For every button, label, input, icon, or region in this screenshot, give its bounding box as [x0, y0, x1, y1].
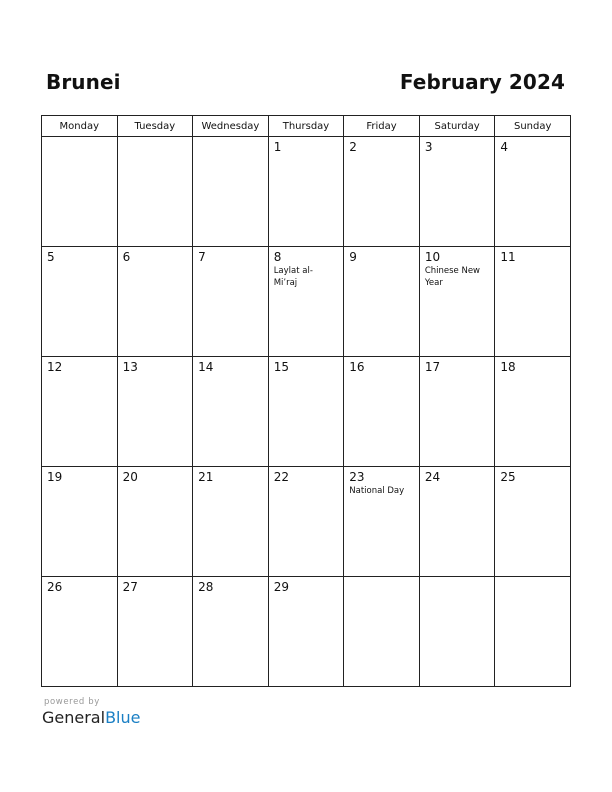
weekday-header: Friday [344, 116, 420, 137]
day-cell [268, 577, 344, 687]
empty-day-cell [193, 137, 269, 247]
day-number: 18 [500, 360, 516, 374]
day-number: 10 [424, 250, 441, 264]
empty-day-cell [344, 577, 420, 687]
calendar-grid [41, 115, 571, 687]
day-number: 11 [500, 250, 516, 264]
day-number: 9 [349, 250, 357, 264]
day-cell [117, 577, 193, 687]
day-number: 5 [47, 250, 55, 264]
day-number: 25 [500, 470, 516, 484]
day-number: 13 [122, 360, 138, 374]
day-cell [193, 247, 269, 357]
day-number: 8 [273, 250, 282, 264]
day-number: 15 [273, 360, 289, 374]
day-number: 7 [198, 250, 206, 264]
empty-day-cell [495, 577, 571, 687]
day-cell [268, 247, 344, 357]
country-title: Brunei [46, 70, 121, 94]
month-year-title: February 2024 [399, 70, 565, 94]
day-number: 29 [273, 580, 289, 594]
day-cell [419, 137, 495, 247]
week-row [42, 247, 571, 357]
day-number: 20 [122, 470, 138, 484]
week-row [42, 137, 571, 247]
day-cell [495, 467, 571, 577]
day-cell [419, 357, 495, 467]
holiday-label: Chinese New Year [424, 266, 481, 288]
day-cell [344, 467, 420, 577]
day-number: 27 [122, 580, 138, 594]
day-cell [193, 577, 269, 687]
empty-day-cell [419, 577, 495, 687]
day-number: 22 [273, 470, 289, 484]
day-number: 19 [47, 470, 63, 484]
day-cell [42, 467, 118, 577]
day-cell [193, 467, 269, 577]
day-cell [268, 357, 344, 467]
day-cell [495, 137, 571, 247]
week-row [42, 577, 571, 687]
day-number: 17 [424, 360, 441, 374]
day-number: 21 [198, 470, 214, 484]
brand-logo-part1: General [42, 708, 106, 727]
day-cell [268, 467, 344, 577]
weekday-header: Saturday [419, 116, 495, 137]
day-number: 14 [198, 360, 214, 374]
day-number: 24 [424, 470, 441, 484]
powered-by-label: powered by [44, 697, 100, 707]
day-cell [344, 137, 420, 247]
weekday-header: Wednesday [193, 116, 269, 137]
holiday-label: National Day [349, 486, 405, 496]
day-cell [42, 357, 118, 467]
day-number: 12 [47, 360, 63, 374]
day-number: 6 [122, 250, 131, 264]
weekday-header: Sunday [495, 116, 571, 137]
day-cell [344, 247, 420, 357]
day-number: 1 [273, 140, 282, 154]
day-cell [42, 577, 118, 687]
day-cell [193, 357, 269, 467]
day-cell [419, 247, 495, 357]
day-number: 23 [349, 470, 365, 484]
week-row [42, 357, 571, 467]
week-row [42, 467, 571, 577]
day-cell [268, 137, 344, 247]
brand-logo-part2: Blue [105, 708, 141, 727]
day-cell [344, 357, 420, 467]
empty-day-cell [117, 137, 193, 247]
day-cell [117, 357, 193, 467]
day-number: 28 [198, 580, 214, 594]
day-cell [495, 247, 571, 357]
day-number: 4 [500, 140, 509, 154]
day-number: 16 [349, 360, 365, 374]
brand-logo[interactable] [42, 708, 140, 727]
day-cell [117, 467, 193, 577]
weekday-header: Thursday [268, 116, 344, 137]
day-cell [42, 247, 118, 357]
empty-day-cell [42, 137, 118, 247]
day-number: 2 [349, 140, 357, 154]
weekday-header-row [42, 116, 571, 137]
day-number: 26 [47, 580, 63, 594]
day-cell [419, 467, 495, 577]
day-cell [495, 357, 571, 467]
holiday-label: Laylat al- Mi’raj [273, 266, 313, 288]
weekday-header: Tuesday [117, 116, 193, 137]
weekday-header: Monday [42, 116, 118, 137]
day-number: 3 [424, 140, 433, 154]
day-cell [117, 247, 193, 357]
